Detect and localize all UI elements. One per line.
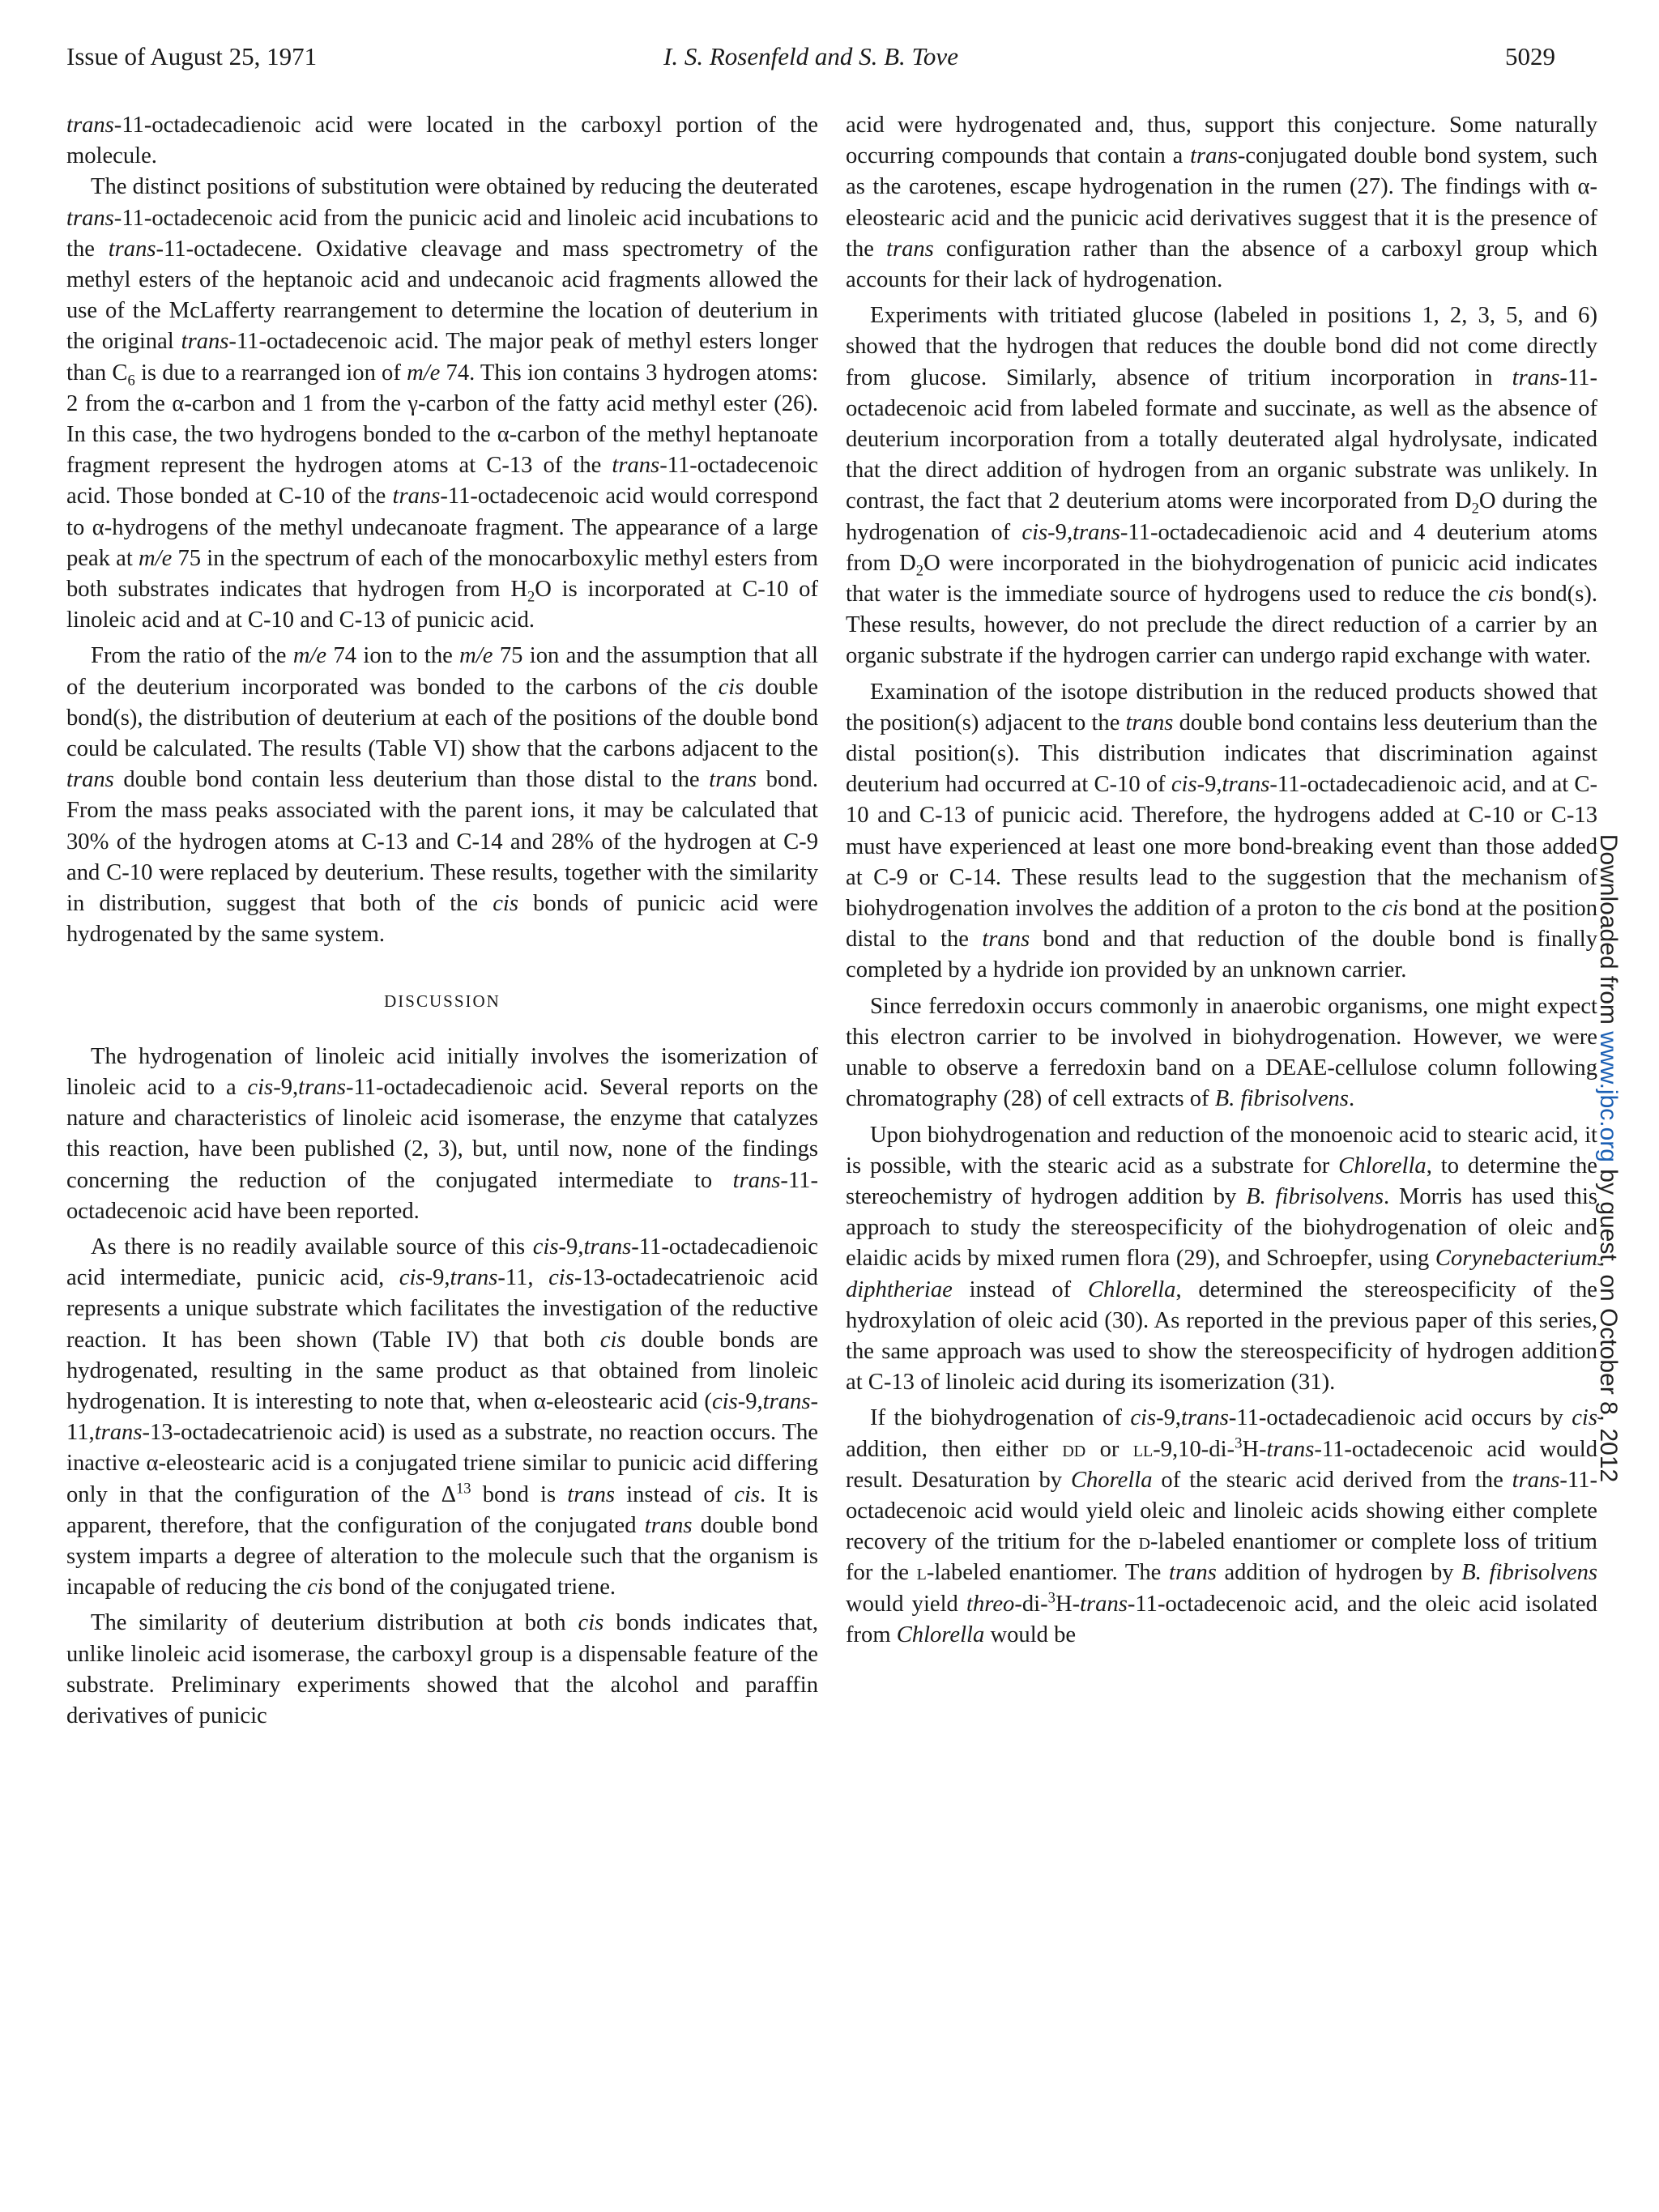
text-run: Chlorella <box>1338 1153 1427 1178</box>
text-run: O were incorporated in the biohydrogenation of punicic acid indicates that water is the immediate source of hydrogens used to reduce the <box>846 550 1597 607</box>
text-run: bond(s). These results, however, do not preclude the direct reduction of a carrier by an organic substrate if the hydrogen carrier can undergo rapid exchange with water. <box>846 582 1597 669</box>
text-run: -13-octadecatrienoic acid) is used as a substrate, no reaction occurs. The inactive α-eleostearic acid is a conjugated triene similar to punicic acid differing only in that the configuration of the Δ <box>66 1420 818 1507</box>
text-run: or <box>1085 1436 1133 1462</box>
text-run: of the stearic acid derived from the <box>1152 1467 1512 1493</box>
text-run: m/e <box>292 643 327 669</box>
text-run: trans <box>612 453 660 479</box>
text-run: trans <box>181 329 229 355</box>
paragraph <box>846 991 1597 1115</box>
text-run: trans <box>1512 1467 1560 1493</box>
text-run: trans <box>1080 1591 1128 1617</box>
text-run: 75 ion and the assumption that all of the deuterium incorporated was bonded to the carbons of the <box>66 643 818 700</box>
text-run: -labeled enantiomer. The <box>926 1560 1170 1586</box>
text-run: -labeled enantiomer or complete loss of tritium for the <box>846 1529 1597 1586</box>
text-run: trans <box>66 767 114 793</box>
text-run: bond at the position distal to the <box>846 896 1597 953</box>
text-run: trans <box>1190 143 1238 169</box>
text-run: trans <box>1169 1560 1217 1586</box>
text-run: -11, <box>497 1265 549 1291</box>
text-run: trans <box>583 1234 632 1259</box>
text-run: -11-octadecenoic acid. Those bonded at C-10 of the <box>66 453 818 509</box>
text-run: -9, <box>424 1265 450 1291</box>
text-run: From the ratio of the <box>91 643 293 669</box>
text-run: cis <box>1021 519 1048 545</box>
text-run: bond and that reduction of the double bond is finally completed by a hydride ion provided by an unknown carrier. <box>846 927 1597 983</box>
text-run: Chlorella <box>896 1622 985 1647</box>
text-run: trans <box>1512 364 1560 390</box>
text-run: -11-octadecadienoic acid intermediate, punicic acid, <box>66 1234 818 1291</box>
text-run: double bond(s), the distribution of deuterium at each of the positions of the double bond could be calculated. The results (Table VI) show that the carbons adjacent to the <box>66 674 818 762</box>
paragraph <box>846 300 1597 671</box>
text-run: cis <box>493 891 518 917</box>
text-run: cis <box>599 1327 626 1353</box>
text-run: Corynebacterium diphtheriae <box>846 1246 1597 1302</box>
text-run: -11-octadecadienoic acid. Several reports on the nature and characteristics of linoleic acid isomerase, the enzyme that catalyzes this reaction, have been published (2, 3), but, until now, none of the findings concerning the reduction of the conjugated intermediate to <box>66 1074 818 1193</box>
text-run: B. fibrisolvens <box>1461 1560 1597 1586</box>
text-run: -11-octadecenoic acid would result. Desaturation by <box>846 1436 1597 1493</box>
text-run: cis <box>1572 1405 1597 1431</box>
text-run: m/e <box>459 643 493 669</box>
left-column <box>66 110 818 2159</box>
text-run: m/e <box>407 360 441 386</box>
text-run: -9, <box>558 1234 584 1259</box>
text-run: -11-octadecadienoic acid were located in the carboxyl portion of the molecule. <box>66 113 818 169</box>
text-run: d <box>1138 1529 1150 1555</box>
text-run: Examination of the isotope distribution in the reduced products showed that the position(s) adjacent to the <box>846 679 1597 735</box>
paragraph <box>66 641 818 950</box>
text-run: cis <box>548 1265 574 1291</box>
text-run: -9, <box>1047 519 1073 545</box>
text-run: trans <box>1073 519 1120 545</box>
text-run: Since ferredoxin occurs commonly in anaerobic organisms, one might expect this electron carrier to be involved in biohydrogenation. However, we were unable to observe a ferredoxin band on a DEAE-cellulose column following chromatography (28) of cell extracts of <box>846 993 1597 1112</box>
text-run: The hydrogenation of linoleic acid initially involves the isomerization of linoleic acid to a <box>66 1043 818 1100</box>
text-run: bond. From the mass peaks associated with the parent ions, it may be calculated that 30% of the hydrogen atoms at C-13 and C-14 and 28% of the hydrogen at C-9 and C-10 were replaced by deuterium. These results, together with the similarity in distribution, suggest that both of the <box>66 767 818 917</box>
text-run: The similarity of deuterium distribution at both <box>91 1610 578 1636</box>
text-run: 3 <box>1047 1589 1056 1607</box>
text-run: -9,10-di- <box>1153 1436 1235 1462</box>
text-run: trans <box>66 113 114 138</box>
text-run: -11-octadecenoic acid would correspond to α-hydrogens of the methyl undecanoate fragment. The appearance of a large peak at <box>66 484 818 571</box>
text-run: -13-octadecatrienoic acid represents a unique substrate which facilitates the investigation of the reductive reaction. It has been shown (Table IV) that both <box>66 1265 818 1353</box>
text-run: -9, <box>1156 1405 1182 1431</box>
text-run: trans <box>732 1167 781 1193</box>
text-run: B. fibrisolvens <box>1214 1086 1349 1112</box>
running-authors: I. S. Rosenfeld and S. B. Tove <box>663 42 958 70</box>
paragraph <box>846 1403 1597 1651</box>
text-run: addition, then either <box>846 1436 1063 1462</box>
text-run: instead of <box>615 1481 735 1507</box>
jbc-link[interactable]: www.jbc.org <box>1595 1031 1622 1162</box>
text-run: -di- <box>1014 1591 1048 1617</box>
text-run: acid were hydrogenated and, thus, support this conjecture. Some naturally occurring compounds that contain a <box>846 113 1597 169</box>
text-run: Upon biohydrogenation and reduction of the monoenoic acid to stearic acid, it is possible, with the stearic acid as a substrate for <box>846 1122 1597 1178</box>
issue-date: Issue of August 25, 1971 <box>66 42 318 70</box>
text-run: l <box>916 1560 927 1586</box>
text-run: threo <box>966 1591 1015 1617</box>
paragraph <box>66 1232 818 1603</box>
text-run: H- <box>1242 1436 1267 1462</box>
text-run: -11-octadecenoic acid would yield oleic and linoleic acids showing either complete recovery of the tritium for the <box>846 1467 1597 1555</box>
text-run: trans <box>1181 1405 1229 1431</box>
text-run: trans <box>644 1512 693 1538</box>
text-run: configuration rather than the absence of a carboxyl group which accounts for their lack of hydrogenation. <box>846 236 1597 293</box>
text-run: cis <box>399 1265 425 1291</box>
text-run: addition of hydrogen by <box>1216 1560 1462 1586</box>
text-run: bonds indicates that, unlike linoleic acid isomerase, the carboxyl group is a dispensable feature of the substrate. Preliminary experiments showed that the alcohol and paraffin derivatives of punicic <box>66 1610 818 1728</box>
right-column <box>846 110 1597 2159</box>
text-run: . <box>1348 1086 1355 1112</box>
text-run: trans <box>982 927 1030 953</box>
text-run: . It is apparent, therefore, that the configuration of the conjugated <box>66 1481 818 1538</box>
text-run: would yield <box>846 1591 967 1617</box>
text-run: cis <box>1487 582 1514 607</box>
text-run: cis <box>247 1074 274 1100</box>
text-run: trans <box>762 1388 811 1414</box>
text-run: -11-octadecenoic acid from labeled formate and succinate, as well as the absence of deuterium incorporation from a totally deuterated algal hydrolysate, indicated that the direct addition of hydrogen from an organic substrate was unlikely. In contrast, the fact that 2 deuterium atoms were incorporated from D <box>846 364 1597 514</box>
section-heading: DISCUSSION <box>384 991 501 1012</box>
text-run: cis <box>532 1234 559 1259</box>
text-run: double bond contain less deuterium than those distal to the <box>113 767 710 793</box>
text-run: If the biohydrogenation of <box>870 1405 1131 1431</box>
text-run: trans <box>1266 1436 1315 1462</box>
text-run: ll <box>1132 1436 1154 1462</box>
paragraph <box>66 110 818 172</box>
text-run: bonds of punicic acid were hydrogenated by the same system. <box>66 891 818 948</box>
text-run: 74 ion to the <box>326 643 460 669</box>
text-run: bond is <box>471 1481 568 1507</box>
text-run: cis <box>1171 772 1197 798</box>
text-run: -11, <box>66 1388 818 1446</box>
text-run: 75 in the spectrum of each of the monocarboxylic methyl esters from both substrates indicates that hydrogen from H <box>66 545 818 603</box>
text-run: H- <box>1055 1591 1081 1617</box>
text-run: m/e <box>139 545 173 571</box>
download-sidebar <box>1584 794 1632 1523</box>
text-run: 13 <box>456 1480 471 1497</box>
text-run: trans <box>94 1420 143 1446</box>
text-run: cis <box>1130 1405 1157 1431</box>
page-header <box>66 42 1555 83</box>
text-run: -11-octadecene. Oxidative cleavage and mass spectrometry of the methyl esters of the heptanoic acid and undecanoic acid fragments allowed the use of the McLafferty rearrangement to determine the location of deuterium in the original <box>66 236 818 355</box>
text-run: -11-octadecadienoic acid occurs by <box>1228 1405 1572 1431</box>
paragraph <box>846 677 1597 987</box>
text-run: The distinct positions of substitution were obtained by reducing the deuterated <box>91 174 818 200</box>
text-run: -11-octadecenoic acid, and the oleic acid isolated from <box>846 1591 1597 1647</box>
text-run: Experiments with tritiated glucose (labeled in positions 1, 2, 3, 5, and 6) showed that the hydrogen that reduces the double bond did not come directly from glucose. Similarly, absence of tritium incorporation in <box>846 303 1597 390</box>
text-run: trans <box>66 205 114 231</box>
text-run: trans <box>886 236 934 262</box>
text-run: cis <box>718 674 744 700</box>
text-run: trans <box>392 484 441 509</box>
text-run: , to determine the stereochemistry of hydrogen addition by <box>846 1153 1597 1209</box>
text-run: trans <box>1222 772 1270 798</box>
paragraph <box>846 110 1597 296</box>
text-run: -11-octadecenoic acid have been reported. <box>66 1167 818 1224</box>
download-suffix: by guest, on October 8, 2012 <box>1595 1161 1622 1483</box>
text-run: cis <box>306 1575 333 1600</box>
text-run: trans <box>108 236 156 262</box>
text-run: -11-octadecadienoic acid, and at C-10 and C-13 of punicic acid. Therefore, the hydrogens added at C-10 or C-13 must have experienced at least one more bond-breaking event than those added at C-9 or C-14. These results lead to the suggestion that the mechanism of biohydrogenation involves the addition of a proton to the <box>846 772 1597 922</box>
download-prefix: Downloaded from <box>1595 833 1622 1032</box>
text-run: -11-octadecenoic acid. The major peak of methyl esters longer than C <box>66 329 818 386</box>
paragraph <box>66 172 818 636</box>
text-run: double bond system imparts a degree of alteration to the molecule such that the organism is incapable of reducing the <box>66 1512 818 1600</box>
text-run: Chorella <box>1070 1467 1153 1493</box>
text-run: trans <box>450 1265 498 1291</box>
text-run: -9, <box>1196 772 1222 798</box>
paragraph <box>66 1042 818 1227</box>
text-run: 3 <box>1235 1434 1243 1451</box>
paragraph <box>846 1120 1597 1399</box>
text-run: -9, <box>273 1074 299 1100</box>
text-run: -9, <box>737 1388 763 1414</box>
paragraph <box>66 1608 818 1732</box>
text-run: 2 <box>527 588 535 606</box>
text-run: trans <box>709 767 757 793</box>
text-run: 2 <box>1471 501 1479 518</box>
text-run: As there is no readily available source of this <box>91 1234 533 1259</box>
text-run: -conjugated double bond system, such as the carotenes, escape hydrogenation in the rumen (27). The findings with α-eleostearic acid and the punicic acid derivatives suggest that it is the presence of the <box>846 143 1597 262</box>
page-number: 5029 <box>1505 42 1555 70</box>
text-run: -11-octadecenoic acid from the punicic acid and linoleic acid incubations to the <box>66 205 818 262</box>
text-run: double bonds are hydrogenated, resulting in the same product as that obtained from linoleic hydrogenation. It is interesting to note that, when α-eleostearic acid ( <box>66 1327 818 1414</box>
text-run: -11-octadecadienoic acid and 4 deuterium atoms from D <box>846 519 1597 576</box>
download-notice <box>1594 834 1622 1482</box>
text-run: 74. This ion contains 3 hydrogen atoms: 2 from the α-carbon and 1 from the γ-carbon of the fatty acid methyl ester (26). In this case, the two hydrogens bonded to the α-carbon of the methyl heptanoate fragment represent the hydrogen atoms at C-13 of the <box>66 360 818 479</box>
text-run: cis <box>578 1610 604 1636</box>
text-run: O during the hydrogenation of <box>846 488 1597 545</box>
text-run: cis <box>711 1388 738 1414</box>
text-run: double bond contains less deuterium than the distal position(s). This distribution indicates that discrimination against deuterium had occurred at C-10 of <box>846 710 1597 798</box>
text-run: B. fibrisolvens <box>1246 1183 1384 1209</box>
text-run: cis <box>734 1481 761 1507</box>
text-run: Chlorella <box>1087 1276 1176 1302</box>
text-run: , determined the stereospecificity of the hydroxylation of oleic acid (30). As reported in the previous paper of this series, the same approach was used to show the stereospecificity of hydrogen addition at C-13 of linoleic acid during its isomerization (31). <box>846 1276 1597 1396</box>
text-run: would be <box>984 1622 1077 1647</box>
text-run: O is incorporated at C-10 of linoleic acid and at C-10 and C-13 of punicic acid. <box>66 577 818 633</box>
text-run: . Morris has used this approach to study the stereospecificity of the biohydrogenation of oleic and elaidic acids by mixed rumen flora (29), and Schroepfer, using <box>846 1183 1597 1272</box>
text-run: trans <box>1125 710 1174 735</box>
text-run: trans <box>298 1074 346 1100</box>
text-run: cis <box>1381 896 1408 922</box>
text-run: instead of <box>952 1276 1088 1302</box>
text-run: 6 <box>127 372 135 390</box>
text-run: trans <box>567 1481 616 1507</box>
text-run: is due to a rearranged ion of <box>134 360 407 386</box>
text-run: 2 <box>915 562 924 580</box>
text-run: dd <box>1062 1436 1086 1462</box>
text-run: bond of the conjugated triene. <box>332 1575 616 1600</box>
